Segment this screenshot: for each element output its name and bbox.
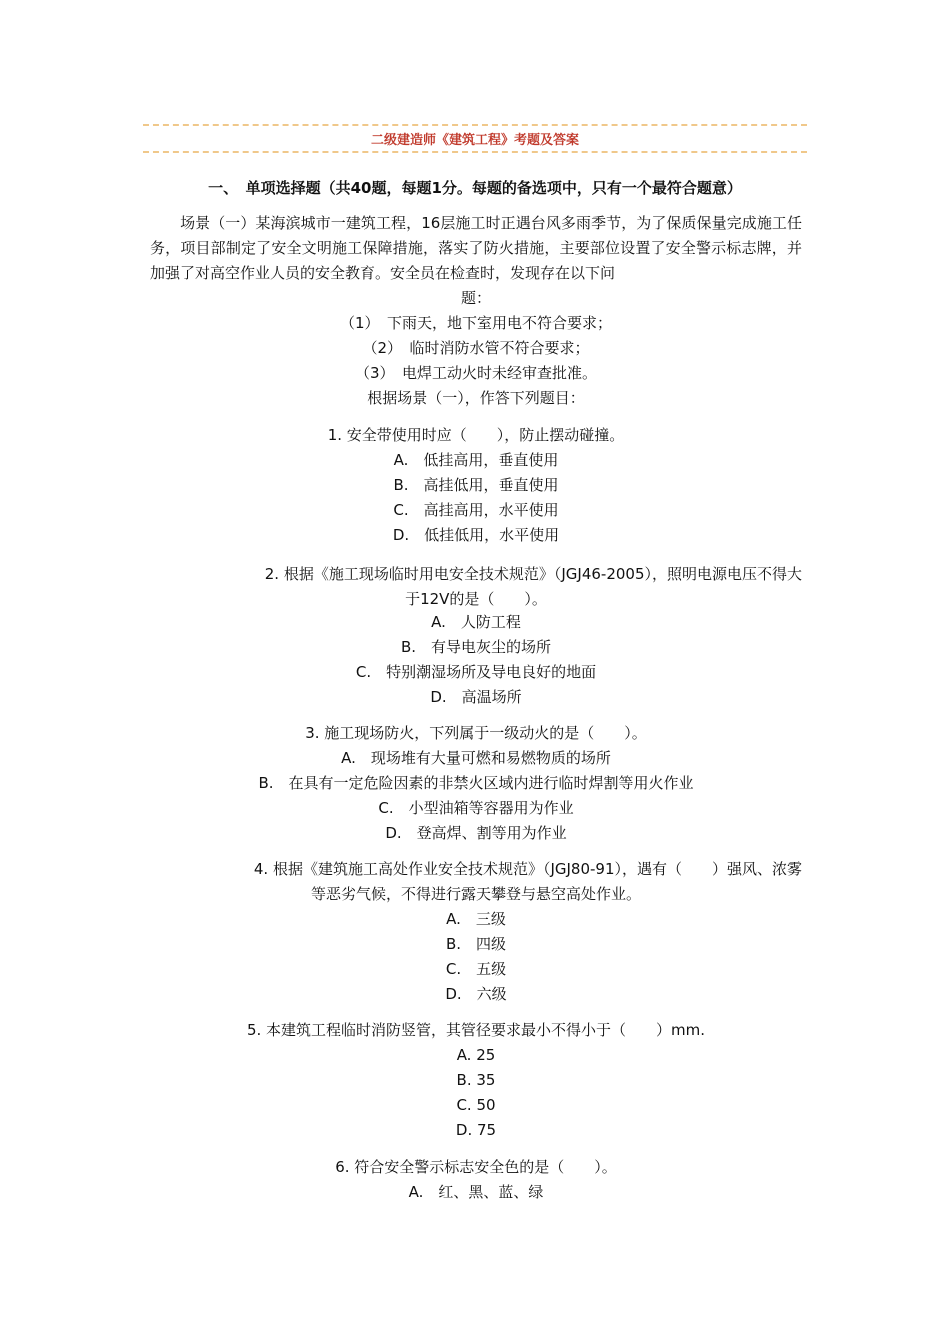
question-1-stem: 1. 安全带使用时应（ ），防止摆动碰撞。 (327, 426, 625, 444)
scenario-issue-1: （1） 下雨天，地下室用电不符合要求； (339, 314, 613, 332)
question-2-option-c: C. 特别潮湿场所及导电良好的地面 (355, 663, 597, 681)
scenario-issue-3: （3） 电焊工动火时未经审查批准。 (354, 364, 598, 382)
question-4-option-b: B. 四级 (445, 935, 507, 953)
question-3-option-b: B. 在具有一定危险因素的非禁火区域内进行临时焊割等用火作业 (258, 774, 694, 792)
bottom-dashed-divider (143, 151, 807, 153)
question-1-option-b: B. 高挂低用，垂直使用 (393, 476, 559, 494)
question-2-option-d: D. 高温场所 (430, 688, 522, 706)
question-4-stem-line-2: 等恶劣气候，不得进行露天攀登与悬空高处作业。 (310, 885, 641, 903)
question-5-stem: 5. 本建筑工程临时消防竖管，其管径要求最小不得小于（ ）mm. (246, 1021, 706, 1039)
question-4-option-c: C. 五级 (445, 960, 507, 978)
question-4-stem-line-1: 4. 根据《建筑施工高处作业安全技术规范》（JGJ80-91），遇有（ ）强风、浓雾 (253, 860, 802, 878)
section-heading: 一、 单项选择题（共40题，每题1分。每题的备选项中，只有一个最符合题意） (208, 179, 742, 197)
question-6-option-a: A. 红、黑、蓝、绿 (408, 1183, 544, 1201)
scenario-line-3: 全警示标志牌，并加强了对高空作业人员的安全教育。安全员在检查时，发现存在以下问 (150, 239, 802, 282)
question-3-option-a: A. 现场堆有大量可燃和易燃物质的场所 (341, 749, 611, 767)
document-title: 二级建造师《建筑工程》考题及答案 (370, 133, 579, 148)
question-4-option-a: A. 三级 (446, 910, 506, 928)
question-2-option-a: A. 人防工程 (431, 613, 521, 631)
question-3-stem: 3. 施工现场防火，下列属于一级动火的是（ ）。 (305, 724, 647, 742)
question-5-option-b: B. 35 (456, 1071, 496, 1089)
question-3-option-d: D. 登高焊、割等用为作业 (385, 824, 567, 842)
scenario-issue-2: （2） 临时消防水管不符合要求； (362, 339, 590, 357)
question-6-stem: 6. 符合安全警示标志安全色的是（ ）。 (335, 1158, 617, 1176)
question-2-stem (150, 562, 802, 612)
question-1-option-d: D. 低挂低用，水平使用 (392, 526, 560, 544)
question-5-option-a: A. 25 (456, 1046, 496, 1064)
question-2-option-b: B. 有导电灰尘的场所 (400, 638, 552, 656)
scenario-prompt: 根据场景（一），作答下列题目： (367, 389, 585, 407)
question-2-stem-line-2: 于12V的是（ ）。 (405, 590, 547, 608)
question-5-option-c: C. 50 (456, 1096, 496, 1114)
scenario-paragraph (150, 211, 802, 311)
question-5-option-d: D. 75 (455, 1121, 497, 1139)
question-4-option-d: D. 六级 (445, 985, 507, 1003)
question-1-option-a: A. 低挂高用，垂直使用 (393, 451, 559, 469)
scenario-line-2: 成施工任务，项目部制定了安全文明施工保障措施，落实了防火措施，主要部位设置了安 (150, 214, 802, 257)
question-1-option-c: C. 高挂高用，水平使用 (393, 501, 559, 519)
question-3-option-c: C. 小型油箱等容器用为作业 (378, 799, 574, 817)
question-2-stem-line-1: 2. 根据《施工现场临时用电安全技术规范》（JGJ46-2005），照明电源电压不得大 (264, 565, 802, 583)
scenario-line-1: 场景（一）某海滨城市一建筑工程，16层施工时正遇台风多雨季节，为了保质保量完 (180, 214, 742, 232)
scenario-line-4: 题： (460, 289, 491, 307)
top-dashed-divider (143, 124, 807, 126)
